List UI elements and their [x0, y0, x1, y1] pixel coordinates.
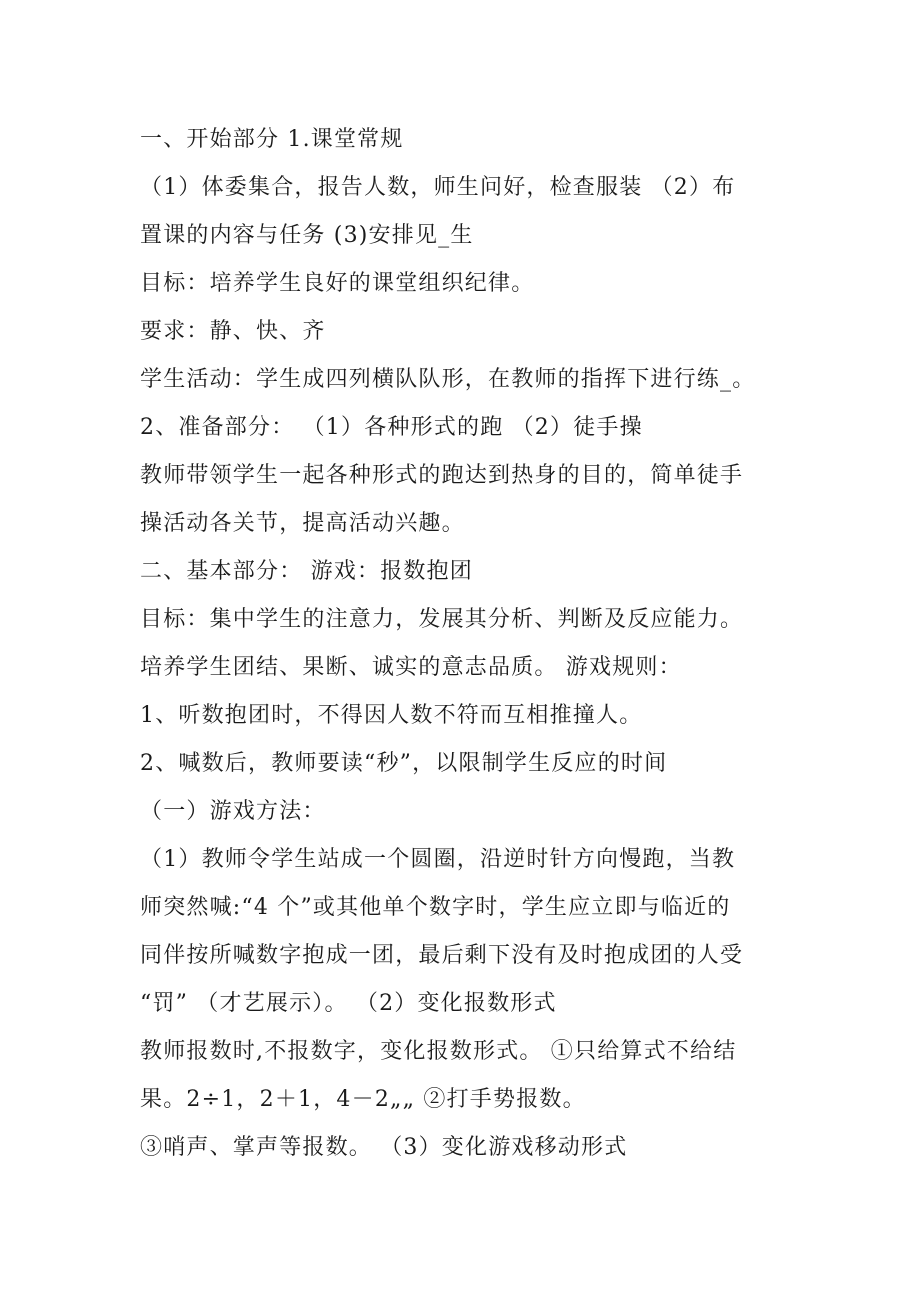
text-line: 教师报数时,不报数字，变化报数形式。 ①只给算式不给结: [140, 1039, 737, 1064]
text-line: 2、准备部分： （1）各种形式的跑 （2）徒手操: [140, 415, 643, 440]
text-line: 要求：静、快、齐: [140, 319, 326, 344]
text-line: 操活动各关节，提高活动兴趣。: [140, 511, 465, 536]
text-line: 目标：集中学生的注意力，发展其分析、判断及反应能力。: [140, 607, 744, 632]
text-line: 果。2÷1，2＋1，4－2„„ ②打手势报数。: [140, 1087, 586, 1112]
text-line: （1）教师令学生站成一个圆圈，沿逆时针方向慢跑，当教: [140, 847, 736, 872]
text-line: （一）游戏方法：: [140, 799, 326, 824]
text-line: 师突然喊:“4 个”或其他单个数字时，学生应立即与临近的: [140, 895, 731, 920]
text-line: 二、基本部分： 游戏：报数抱团: [140, 559, 473, 584]
document-body: [140, 116, 800, 1172]
text-line: 一、开始部分 1.课堂常规: [140, 127, 404, 152]
text-line: 教师带领学生一起各种形式的跑达到热身的目的，简单徒手: [140, 463, 744, 488]
text-line: 学生活动：学生成四列横队队形，在教师的指挥下进行练_。: [140, 367, 756, 392]
text-line: 2、喊数后，教师要读“秒”，以限制学生反应的时间: [140, 751, 668, 776]
text-line: 同伴按所喊数字抱成一团，最后剩下没有及时抱成团的人受: [140, 943, 744, 968]
text-line: 培养学生团结、果断、诚实的意志品质。 游戏规则：: [140, 655, 682, 680]
text-line: （1）体委集合，报告人数，师生问好，检查服装 （2）布: [140, 175, 736, 200]
text-line: “罚” （才艺展示）。 （2）变化报数形式: [140, 991, 557, 1016]
text-line: ③哨声、掌声等报数。 （3）变化游戏移动形式: [140, 1135, 628, 1160]
text-line: 1、听数抱团时，不得因人数不符而互相推撞人。: [140, 703, 643, 728]
text-line: 置课的内容与任务 (3)安排见_生: [140, 223, 474, 248]
text-line: 目标：培养学生良好的课堂组织纪律。: [140, 271, 535, 296]
